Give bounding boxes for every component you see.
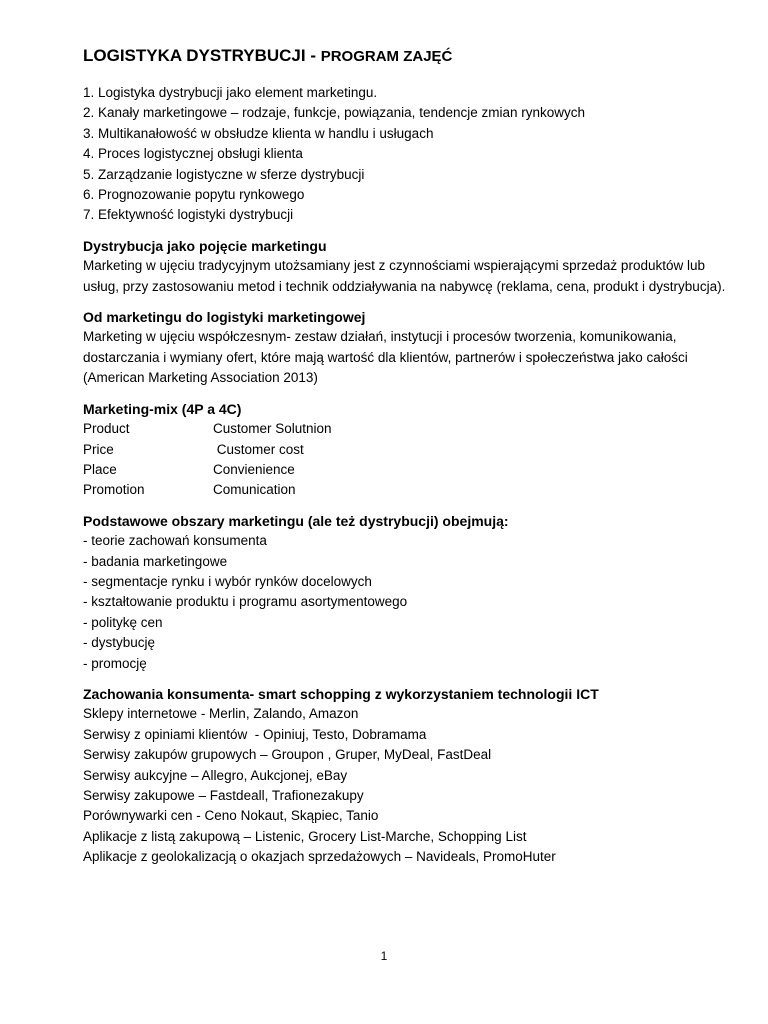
program-item: 5. Zarządzanie logistyczne w sferze dystrybucji — [83, 166, 365, 182]
section-text-distribution: Marketing w ujęciu tradycyjnym utożsamiany jest z czynnościami wspierającymi sprzedaż produktów lub usług, przy zastosowaniu metod i technik oddziaływania na nabywcę (reklama, cena, produkt i dystrybucja). — [83, 258, 726, 294]
list-item: Aplikacje z listą zakupową – Listenic, Grocery List-Marche, Schopping List — [83, 828, 527, 844]
marketing-mix-row — [83, 480, 733, 500]
list-item: - dystybucję — [83, 635, 156, 651]
mix-4c-item: Customer cost — [213, 441, 304, 457]
document-page — [83, 44, 733, 868]
program-list — [83, 83, 733, 226]
list-item: - teorie zachowań konsumenta — [83, 533, 267, 549]
list-item: Serwisy z opiniami klientów - Opiniuj, Testo, Dobramama — [83, 726, 427, 742]
program-item: 3. Multikanałowość w obsłudze klienta w handlu i usługach — [83, 125, 434, 141]
program-item: 1. Logistyka dystrybucji jako element marketingu. — [83, 85, 378, 100]
program-item: 7. Efektywność logistyki dystrybucji — [83, 207, 294, 223]
list-item: Sklepy internetowe - Merlin, Zalando, Amazon — [83, 706, 359, 722]
list-item: - promocję — [83, 655, 147, 671]
section-heading-consumer-behavior: Zachowania konsumenta- smart schopping z wykorzystaniem technologii ICT — [83, 685, 599, 702]
smart-shopping-list — [83, 704, 733, 867]
marketing-areas-list — [83, 531, 733, 674]
list-item: Aplikacje z geolokalizacją o okazjach sprzedażowych – Navideals, PromoHuter — [83, 849, 556, 865]
marketing-mix-row — [83, 419, 733, 439]
section-heading-distribution: Dystrybucja jako pojęcie marketingu — [83, 237, 327, 254]
section-heading-marketing-mix: Marketing-mix (4P a 4C) — [83, 400, 242, 417]
page-number: 1 — [380, 949, 388, 963]
marketing-mix-table — [83, 419, 733, 501]
program-item: 6. Prognozowanie popytu rynkowego — [83, 187, 305, 203]
list-item: - kształtowanie produktu i programu asortymentowego — [83, 594, 408, 610]
marketing-mix-row — [83, 460, 733, 480]
section-text-marketing-logistics: Marketing w ujęciu współczesnym- zestaw działań, instytucji i procesów tworzenia, komunikowania, dostarczania i wymiany ofert, które mają wartość dla klientów, partnerów i społeczeństwa jako całości (American Marketing Association 2013) — [83, 329, 688, 386]
mix-4p-item: Product — [83, 421, 130, 437]
title-sub: PROGRAM ZAJĘĆ — [320, 48, 453, 65]
mix-4p-item: Place — [83, 461, 117, 477]
mix-4c-item: Customer Solutnion — [213, 421, 332, 437]
marketing-mix-row — [83, 440, 733, 460]
list-item: Serwisy zakupów grupowych – Groupon , Gruper, MyDeal, FastDeal — [83, 747, 492, 763]
list-item: Porównywarki cen - Ceno Nokaut, Skąpiec, Tanio — [83, 808, 379, 824]
section-heading-marketing-areas: Podstawowe obszary marketingu (ale też dystrybucji) obejmują: — [83, 512, 509, 529]
section-heading-marketing-logistics: Od marketingu do logistyki marketingowej — [83, 309, 366, 326]
list-item: Serwisy zakupowe – Fastdeall, Trafionezakupy — [83, 788, 364, 803]
list-item: - segmentacje rynku i wybór rynków docelowych — [83, 573, 372, 589]
document-title — [83, 44, 733, 69]
mix-4c-item: Convienience — [213, 461, 295, 477]
title-main: LOGISTYKA DYSTRYBUCJI - — [83, 46, 321, 65]
mix-4p-item: Price — [83, 441, 114, 457]
mix-4c-item: Comunication — [213, 482, 296, 498]
list-item: Serwisy aukcyjne – Allegro, Aukcjonej, eBay — [83, 767, 348, 783]
list-item: - badania marketingowe — [83, 553, 228, 569]
list-item: - politykę cen — [83, 614, 163, 630]
program-item: 2. Kanały marketingowe – rodzaje, funkcje, powiązania, tendencje zmian rynkowych — [83, 105, 586, 121]
program-item: 4. Proces logistycznej obsługi klienta — [83, 146, 303, 162]
mix-4p-item: Promotion — [83, 482, 145, 498]
